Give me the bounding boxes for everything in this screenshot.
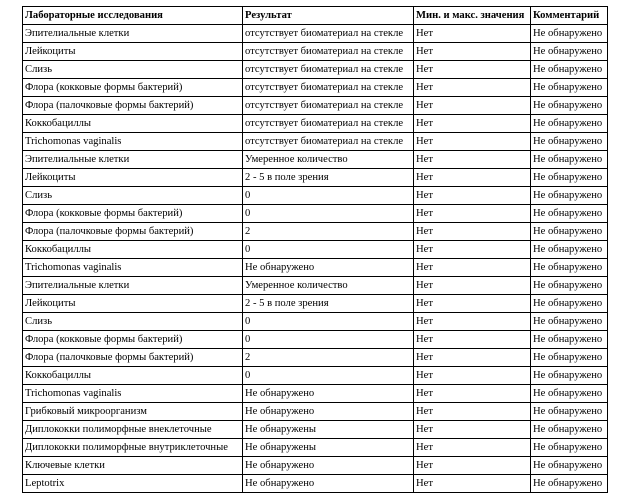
cell-comment: Не обнаружено	[531, 349, 608, 367]
cell-comment: Не обнаружено	[531, 367, 608, 385]
table-row	[23, 385, 608, 403]
cell-test-name: Флора (палочковые формы бактерий)	[23, 223, 243, 241]
cell-comment: Не обнаружено	[531, 475, 608, 493]
cell-min-max: Нет	[414, 457, 531, 475]
cell-comment: Не обнаружено	[531, 223, 608, 241]
cell-min-max: Нет	[414, 97, 531, 115]
cell-test-name: Флора (кокковые формы бактерий)	[23, 205, 243, 223]
header-min-max: Мин. и макс. значения	[414, 7, 531, 25]
cell-comment: Не обнаружено	[531, 115, 608, 133]
header-result: Результат	[243, 7, 414, 25]
cell-min-max: Нет	[414, 367, 531, 385]
cell-result: Не обнаружено	[243, 475, 414, 493]
cell-comment: Не обнаружено	[531, 259, 608, 277]
cell-min-max: Нет	[414, 475, 531, 493]
table-row	[23, 187, 608, 205]
cell-min-max: Нет	[414, 25, 531, 43]
table-row	[23, 331, 608, 349]
cell-comment: Не обнаружено	[531, 277, 608, 295]
table-row	[23, 151, 608, 169]
cell-comment: Не обнаружено	[531, 439, 608, 457]
cell-result: отсутствует биоматериал на стекле	[243, 25, 414, 43]
cell-result: 0	[243, 313, 414, 331]
cell-result: Не обнаружено	[243, 385, 414, 403]
cell-min-max: Нет	[414, 259, 531, 277]
table-row	[23, 457, 608, 475]
cell-comment: Не обнаружено	[531, 385, 608, 403]
cell-result: Не обнаружено	[243, 403, 414, 421]
table-row	[23, 79, 608, 97]
cell-result: Не обнаружено	[243, 259, 414, 277]
cell-comment: Не обнаружено	[531, 205, 608, 223]
cell-result: отсутствует биоматериал на стекле	[243, 79, 414, 97]
cell-test-name: Грибковый микроорганизм	[23, 403, 243, 421]
cell-test-name: Слизь	[23, 313, 243, 331]
table-row	[23, 475, 608, 493]
table-row	[23, 133, 608, 151]
cell-comment: Не обнаружено	[531, 43, 608, 61]
cell-result: 0	[243, 205, 414, 223]
cell-comment: Не обнаружено	[531, 421, 608, 439]
cell-result: 0	[243, 367, 414, 385]
header-comment: Комментарий	[531, 7, 608, 25]
table-row	[23, 61, 608, 79]
cell-test-name: Эпителиальные клетки	[23, 151, 243, 169]
cell-test-name: Leptotrix	[23, 475, 243, 493]
cell-comment: Не обнаружено	[531, 313, 608, 331]
lab-results-table	[22, 6, 608, 493]
cell-result: Умеренное количество	[243, 151, 414, 169]
cell-result: 2 - 5 в поле зрения	[243, 295, 414, 313]
table-row	[23, 403, 608, 421]
cell-test-name: Trichomonas vaginalis	[23, 133, 243, 151]
cell-test-name: Лейкоциты	[23, 43, 243, 61]
cell-test-name: Флора (кокковые формы бактерий)	[23, 79, 243, 97]
cell-test-name: Коккобациллы	[23, 241, 243, 259]
table-row	[23, 205, 608, 223]
cell-test-name: Диплококки полиморфные внеклеточные	[23, 421, 243, 439]
table-row	[23, 241, 608, 259]
cell-result: отсутствует биоматериал на стекле	[243, 43, 414, 61]
cell-min-max: Нет	[414, 187, 531, 205]
table-header-row	[23, 7, 608, 25]
cell-min-max: Нет	[414, 295, 531, 313]
cell-test-name: Слизь	[23, 61, 243, 79]
table-row	[23, 25, 608, 43]
cell-comment: Не обнаружено	[531, 187, 608, 205]
cell-result: Умеренное количество	[243, 277, 414, 295]
cell-comment: Не обнаружено	[531, 133, 608, 151]
cell-min-max: Нет	[414, 61, 531, 79]
cell-test-name: Лейкоциты	[23, 169, 243, 187]
cell-result: 2	[243, 223, 414, 241]
cell-test-name: Trichomonas vaginalis	[23, 385, 243, 403]
cell-test-name: Слизь	[23, 187, 243, 205]
cell-comment: Не обнаружено	[531, 169, 608, 187]
cell-comment: Не обнаружено	[531, 61, 608, 79]
header-lab-tests: Лабораторные исследования	[23, 7, 243, 25]
cell-test-name: Диплококки полиморфные внутриклеточные	[23, 439, 243, 457]
cell-min-max: Нет	[414, 385, 531, 403]
cell-min-max: Нет	[414, 349, 531, 367]
table-row	[23, 367, 608, 385]
cell-comment: Не обнаружено	[531, 457, 608, 475]
cell-test-name: Флора (палочковые формы бактерий)	[23, 349, 243, 367]
table-row	[23, 97, 608, 115]
cell-result: 2	[243, 349, 414, 367]
cell-result: 0	[243, 331, 414, 349]
cell-test-name: Коккобациллы	[23, 367, 243, 385]
cell-result: отсутствует биоматериал на стекле	[243, 133, 414, 151]
cell-min-max: Нет	[414, 205, 531, 223]
cell-min-max: Нет	[414, 331, 531, 349]
table-row	[23, 169, 608, 187]
cell-min-max: Нет	[414, 43, 531, 61]
cell-test-name: Коккобациллы	[23, 115, 243, 133]
table-row	[23, 439, 608, 457]
cell-test-name: Флора (палочковые формы бактерий)	[23, 97, 243, 115]
cell-min-max: Нет	[414, 421, 531, 439]
cell-comment: Не обнаружено	[531, 403, 608, 421]
table-row	[23, 421, 608, 439]
cell-test-name: Эпителиальные клетки	[23, 25, 243, 43]
cell-comment: Не обнаружено	[531, 25, 608, 43]
cell-min-max: Нет	[414, 133, 531, 151]
cell-result: 0	[243, 187, 414, 205]
cell-result: 0	[243, 241, 414, 259]
cell-min-max: Нет	[414, 277, 531, 295]
cell-min-max: Нет	[414, 313, 531, 331]
lab-results-document	[22, 6, 608, 493]
cell-result: Не обнаружены	[243, 439, 414, 457]
table-row	[23, 313, 608, 331]
table-row	[23, 277, 608, 295]
cell-test-name: Ключевые клетки	[23, 457, 243, 475]
cell-comment: Не обнаружено	[531, 241, 608, 259]
cell-test-name: Trichomonas vaginalis	[23, 259, 243, 277]
cell-comment: Не обнаружено	[531, 331, 608, 349]
table-row	[23, 43, 608, 61]
cell-comment: Не обнаружено	[531, 295, 608, 313]
cell-min-max: Нет	[414, 115, 531, 133]
cell-comment: Не обнаружено	[531, 151, 608, 169]
table-row	[23, 115, 608, 133]
cell-test-name: Флора (кокковые формы бактерий)	[23, 331, 243, 349]
cell-test-name: Эпителиальные клетки	[23, 277, 243, 295]
cell-test-name: Лейкоциты	[23, 295, 243, 313]
cell-min-max: Нет	[414, 79, 531, 97]
cell-min-max: Нет	[414, 241, 531, 259]
cell-min-max: Нет	[414, 169, 531, 187]
cell-result: Не обнаружено	[243, 457, 414, 475]
cell-comment: Не обнаружено	[531, 97, 608, 115]
table-row	[23, 295, 608, 313]
table-row	[23, 349, 608, 367]
table-row	[23, 223, 608, 241]
cell-min-max: Нет	[414, 223, 531, 241]
cell-result: отсутствует биоматериал на стекле	[243, 61, 414, 79]
cell-min-max: Нет	[414, 151, 531, 169]
cell-result: отсутствует биоматериал на стекле	[243, 97, 414, 115]
cell-comment: Не обнаружено	[531, 79, 608, 97]
cell-result: 2 - 5 в поле зрения	[243, 169, 414, 187]
table-row	[23, 259, 608, 277]
cell-result: отсутствует биоматериал на стекле	[243, 115, 414, 133]
cell-min-max: Нет	[414, 439, 531, 457]
cell-result: Не обнаружены	[243, 421, 414, 439]
cell-min-max: Нет	[414, 403, 531, 421]
